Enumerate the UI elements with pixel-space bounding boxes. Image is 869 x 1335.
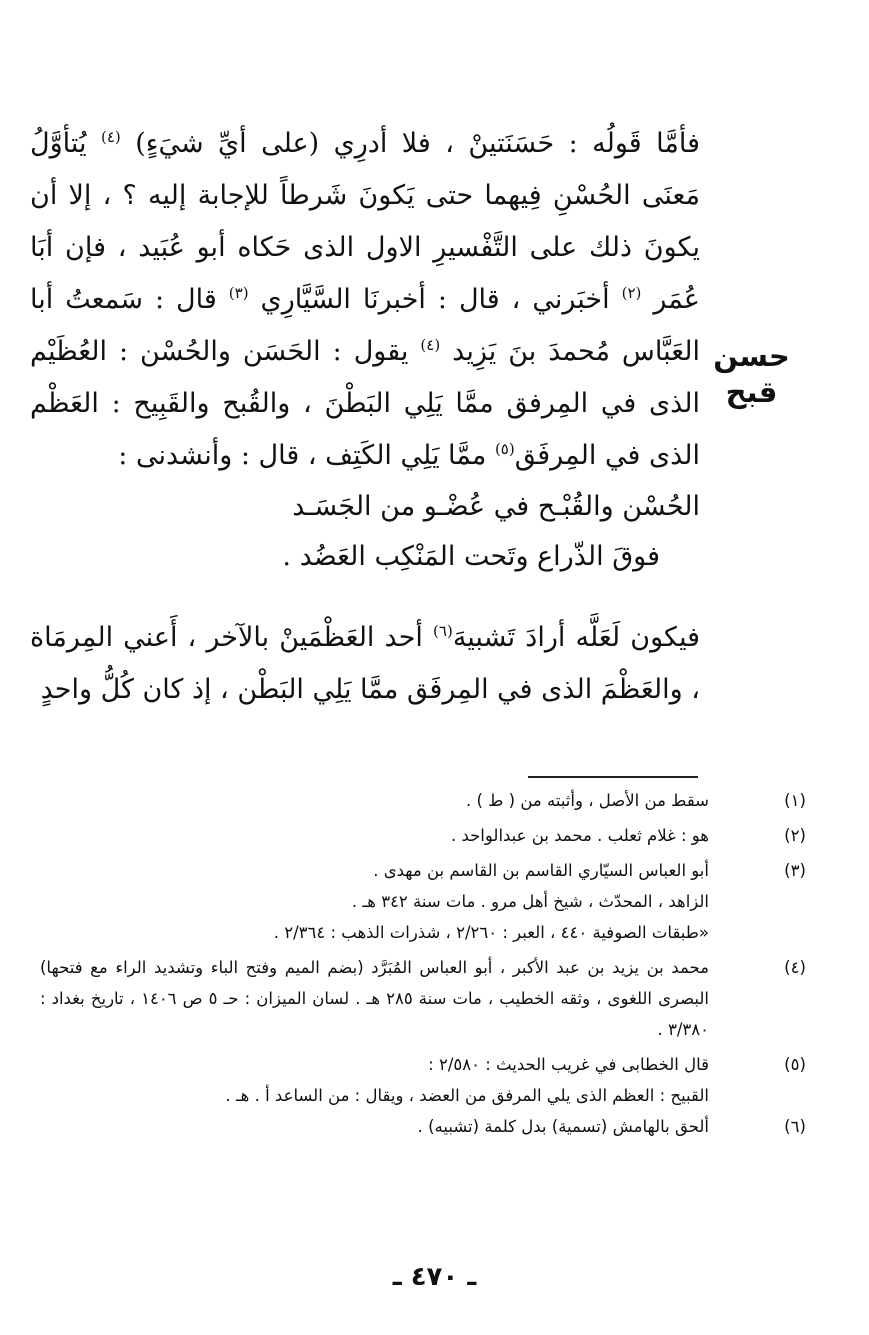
- text-run: يقول : الحَسَن والحُسْن : العُظَيْم الذى في المِرفق ممَّا يَلِي البَطْنَ ، والقُبح والقَبِيح : العَظْم الذى في المِرفَق: [30, 336, 700, 471]
- poem-verse-2: فوقَ الذّراع وتَحت المَنْكِب العَضُد .: [282, 541, 660, 572]
- text-run: أخبَرني ، قال : أخبرنَا السَّيَّارِي: [248, 284, 622, 315]
- footnote-6: [40, 1111, 806, 1142]
- footnote-line: قال الخطابى في غريب الحديث : ٢/٥٨٠ :: [428, 1055, 709, 1074]
- footnote-number: (٥): [784, 1055, 806, 1074]
- footnote-line: الزاهد ، المحدّث ، شيخ أهل مرو . مات سنة ٣٤٢ هـ .: [351, 892, 709, 911]
- footnote-number: (٣): [784, 861, 806, 880]
- paragraph-1: [30, 118, 700, 482]
- footnote-number: (٤): [784, 958, 806, 977]
- footnote-5: [40, 1049, 806, 1111]
- footnote-line: سقط من الأصل ، وأثبته من ( ط ) .: [466, 791, 709, 810]
- footnote-line: هو : غلام ثعلب . محمد بن عبدالواحد .: [450, 826, 709, 845]
- footnote-ref: (٥): [494, 440, 515, 458]
- margin-note-line-1: حسن: [713, 339, 790, 373]
- footnote-separator: [528, 776, 698, 778]
- main-text: [30, 118, 700, 716]
- text-run: فيكون لَعَلَّه أرادَ تَشبيهَ: [452, 622, 700, 653]
- poem: [30, 482, 700, 582]
- footnote-ref: (٣): [228, 284, 249, 302]
- footnote-ref: (٤): [101, 128, 121, 146]
- text-run: قال : سَمعتُ أبا العَبَّاس مُحمدَ بنَ يَزِيد: [30, 284, 700, 367]
- text-run: أحد العَظْمَينْ بالآخر ، أَعني المِرمَاة ، والعَظْمَ الذى في المِرفَق ممَّا يَلِي البَطْن ، إذ كان كُلُّ واحدٍ: [30, 622, 700, 705]
- footnote-line: محمد بن يزيد بن عبد الأكبر ، أبو العباس المُبَرَّد (بضم الميم وفتح الباء وتشديد الراء مع فتحها) البصرى اللغوى ، وثقه الخطيب ، مات سنة ٢٨٥ هـ . لسان الميزان : حـ ٥ ص ١٤٠٦ ، تاريخ بغداد : ٣/٣٨٠ .: [40, 958, 709, 1039]
- paragraph-spacer: [30, 582, 700, 612]
- footnote-ref: (٤): [420, 336, 441, 354]
- page-number: ـ ٤٧٠ ـ: [392, 1262, 477, 1292]
- footnote-1: [40, 785, 806, 816]
- text-run: ممَّا يَلِي الكَتِف ، قال : وأنشدنى :: [118, 440, 495, 471]
- text-run: فأمَّا قَولُه : حَسَنَتينْ ، فلا أدرِي (على أيِّ شيَءٍ): [120, 128, 700, 159]
- footnote-number: (٢): [784, 826, 806, 845]
- footnote-line: أبو العباس السيّاري القاسم بن القاسم بن مهدى .: [373, 861, 709, 880]
- margin-note: [704, 338, 799, 410]
- footnotes: [40, 785, 806, 1142]
- footnote-ref: (٦): [433, 622, 453, 640]
- footnote-4: [40, 952, 806, 1045]
- poem-verse-1: الحُسْن والقُبْـح في عُضْـو من الجَسَـد: [292, 491, 700, 522]
- margin-note-line-2: قبح: [725, 375, 778, 409]
- footnote-line: القبيح : العظم الذى يلي المرفق من العضد ، ويقال : من الساعد أ . هـ .: [225, 1086, 709, 1105]
- footnote-number: (١): [784, 791, 806, 810]
- footnote-line: ألحق بالهامش (تسمية) بدل كلمة (تشبيه) .: [417, 1117, 709, 1136]
- footnote-line: «طبقات الصوفية ٤٤٠ ، العبر : ٢/٢٦٠ ، شذرات الذهب : ٢/٣٦٤ .: [273, 923, 709, 942]
- paragraph-2: [30, 612, 700, 716]
- footnote-ref: (٢): [621, 284, 642, 302]
- footnote-number: (٦): [784, 1117, 806, 1136]
- footnote-3: [40, 855, 806, 948]
- footnote-2: [40, 820, 806, 851]
- text-run: يُتأوَّلُ مَعنَى الحُسْنِ فِيهما حتى يَكونَ شَرطاً للإجابة إليه ؟ ، إلا أن يكونَ ذلك على التَّفْسيرِ الاول الذى حَكاه أبو عُبَيد ، فإن أبَا عُمَر: [30, 128, 701, 315]
